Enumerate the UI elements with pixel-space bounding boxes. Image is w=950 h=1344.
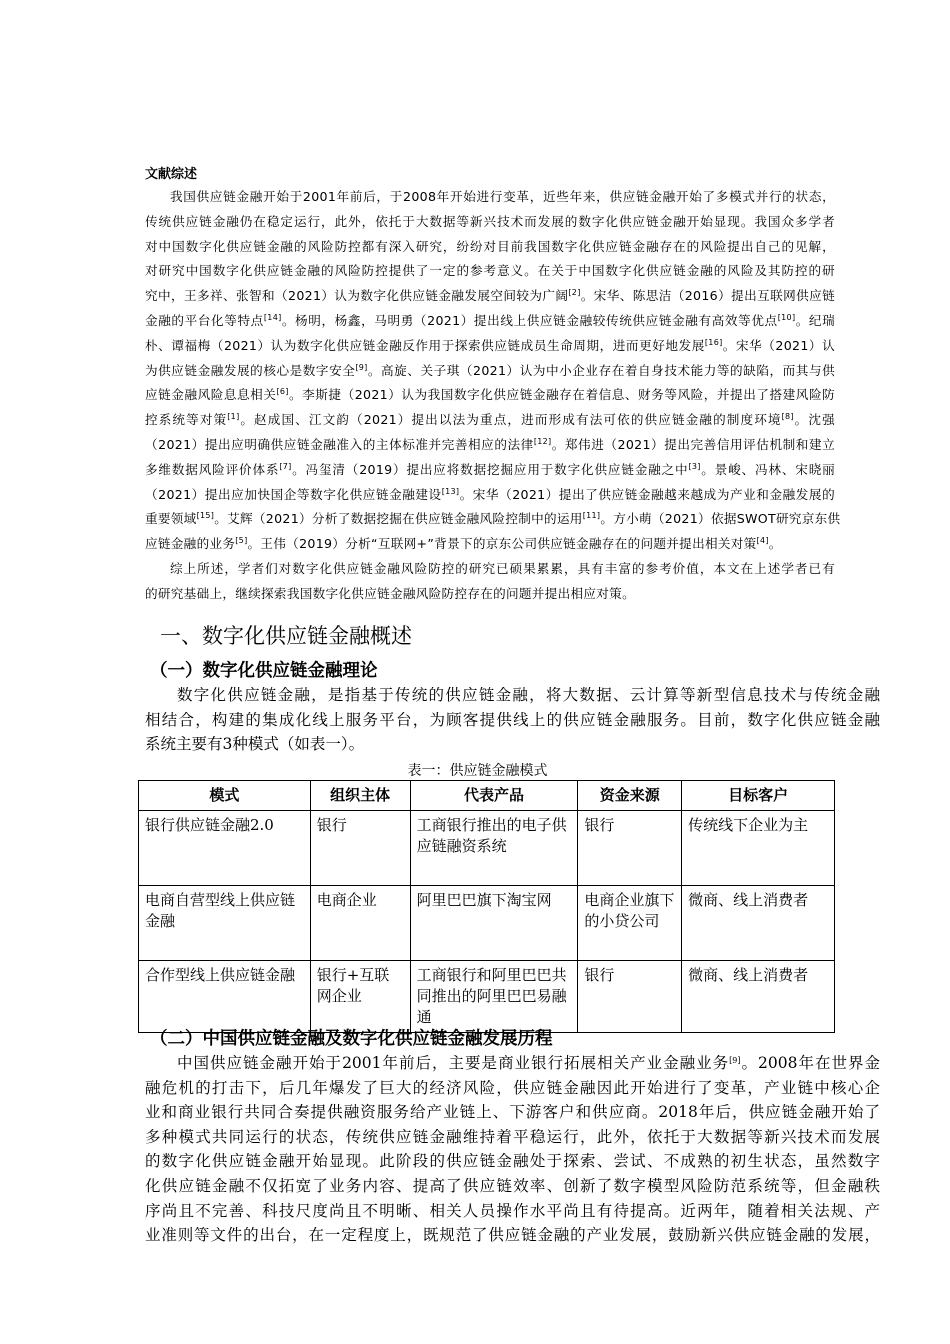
text-line: 系统主要有3种模式（如表一）。 — [145, 735, 365, 753]
citation-marker: [4] — [756, 536, 769, 546]
table-cell: 阿里巴巴旗下淘宝网 — [410, 886, 578, 961]
text-line: 化供应链金融不仅拓宽了业务内容、提高了供应链效率、创新了数字模型风险防范系统等，但金融秩 — [145, 1177, 880, 1195]
text-line: （2021）提出应明确供应链金融准入的主体标准并完善相应的法律[12]。郑伟进（2021）提出完善信用评估机制和建立 — [145, 437, 835, 452]
citation-marker: [9] — [355, 362, 368, 372]
text-line: 数字化供应链金融，是指基于传统的供应链金融，将大数据、云计算等新型信息技术与传统金融 — [177, 686, 880, 704]
text-line: 中国供应链金融开始于2001年前后，主要是商业银行拓展相关产业金融业务[9]。2008年在世界金 — [177, 1054, 880, 1072]
citation-marker: [5] — [235, 536, 248, 546]
table-cell: 工商银行推出的电子供应链融资系统 — [410, 811, 578, 886]
text-line: 传统供应链金融仍在稳定运行，此外，依托于大数据等新兴技术而发展的数字化供应链金融开始显现。我国众多学者 — [145, 213, 835, 229]
text-line: 控系统等对策[1]。赵成国、江文韵（2021）提出以法为重点，进而形成有法可依的供应链金融的制度环境[8]。沈强 — [145, 412, 835, 428]
text-line: 究中，王多祥、张智和（2021）认为数字化供应链金融发展空间较为广阔[2]。宋华、陈思洁（2016）提出互联网供应链 — [145, 288, 835, 304]
citation-marker: [7] — [279, 461, 292, 471]
text-line: 朴、谭福梅（2021）认为数字化供应链金融反作用于探索供应链成员生命周期，进而更好地发展[16]。宋华（2021）认 — [145, 337, 835, 353]
subsection-title-history: （二）中国供应链金融及数字化供应链金融发展历程 — [150, 1029, 553, 1049]
table-row — [139, 961, 835, 1033]
text-line: 序尚且不完善、科技尺度尚且不明晰、相关人员操作水平尚且有待提高。近两年，随着相关法规、产 — [145, 1201, 880, 1220]
table-cell: 工商银行和阿里巴巴共同推出的阿里巴巴易融通 — [410, 961, 578, 1033]
text-line: 业准则等文件的出台，在一定程度上，既规范了供应链金融的产业发展，鼓励新兴供应链金融的发展， — [145, 1226, 880, 1245]
header-cell: 代表产品 — [410, 781, 578, 811]
text-line: 应链金融风险息息相关[6]。李斯捷（2021）认为我国数字化供应链金融存在着信息、财务等风险，并提出了搭建风险防 — [145, 387, 835, 403]
citation-marker: [16] — [704, 337, 723, 347]
table-cell: 银行 — [578, 961, 682, 1033]
text-line: 重要领域[15]。艾辉（2021）分析了数据挖掘在供应链金融风险控制中的运用[11]。方小萌（2021）依据SWOT研究京东供 — [145, 511, 841, 527]
citation-marker: [10] — [777, 313, 796, 322]
text-line: 多种模式共同运行的状态，传统供应链金融维持着平稳运行，此外，依托于大数据等新兴技术而发展 — [145, 1127, 880, 1146]
text-line: 融危机的打击下，后几年爆发了巨大的经济风险，供应链金融因此开始进行了变革，产业链中核心企 — [145, 1078, 880, 1097]
text-line: 为供应链金融发展的核心是数字安全[9]。高旋、关子琪（2021）认为中小企业存在着自身技术能力等的缺陷，而其与供 — [145, 362, 835, 378]
text-line: （2021）提出应加快国企等数字化供应链金融建设[13]。宋华（2021）提出了供应链金融越来越成为产业和金融发展的 — [145, 486, 835, 502]
subsection-title-theory: （一）数字化供应链金融理论 — [150, 661, 378, 681]
table-cell: 微商、线上消费者 — [682, 961, 835, 1033]
header-cell: 模式 — [139, 781, 311, 811]
supply-chain-finance-modes-table — [138, 780, 835, 1033]
literature-review-heading: 文献综述 — [145, 167, 198, 182]
header-cell: 目标客户 — [682, 781, 835, 811]
text-line: 的研究基础上，继续探索我国数字化供应链金融风险防控存在的问题并提出相应对策。 — [145, 585, 635, 601]
citation-marker: [15] — [196, 511, 215, 521]
text-line: 对研究中国数字化供应链金融的风险防控提供了一定的参考意义。在关于中国数字化供应链金融的风险及其防控的研 — [145, 263, 835, 279]
citation-marker: [3] — [688, 461, 701, 471]
table-cell: 电商企业 — [310, 886, 410, 961]
table-header-row — [139, 781, 835, 811]
text-line: 应链金融的业务[5]。王伟（2019）分析“互联网+”背景下的京东公司供应链金融存在的问题并提出相关对策[4]。 — [145, 536, 782, 552]
table-row — [139, 886, 835, 961]
citation-marker: [14] — [263, 313, 282, 322]
table-row — [139, 811, 835, 886]
header-cell: 资金来源 — [578, 781, 682, 811]
text-line: 金融的平台化等特点[14]。杨明，杨鑫，马明勇（2021）提出线上供应链金融较传统供应链金融有高效等优点[10]。纪瑞 — [145, 313, 836, 328]
citation-marker: [9] — [729, 1056, 741, 1065]
text-line: 综上所述，学者们对数字化供应链金融风险防控的研究已硕果累累，具有丰富的参考价值，本文在上述学者已有 — [170, 561, 835, 576]
header-cell: 组织主体 — [310, 781, 410, 811]
text-line: 对中国数字化供应链金融的风险防控都有深入研究，纷纷对目前我国数字化供应链金融存在的风险提出自己的见解， — [145, 238, 835, 254]
table-cell: 银行 — [310, 811, 410, 886]
citation-marker: [11] — [582, 511, 601, 521]
table-cell: 合作型线上供应链金融 — [139, 961, 311, 1033]
text-line: 我国供应链金融开始于2001年前后，于2008年开始进行变革，近些年来，供应链金融开始了多模式并行的状态， — [170, 189, 835, 204]
citation-marker: [12] — [533, 437, 552, 446]
table-cell: 电商企业旗下的小贷公司 — [578, 886, 682, 961]
table-cell: 银行 — [578, 811, 682, 886]
citation-marker: [13] — [441, 486, 460, 496]
table-cell: 传统线下企业为主 — [682, 811, 835, 886]
citation-marker: [6] — [276, 387, 289, 397]
text-line: 多维数据风险评价体系[7]。冯玺清（2019）提出应将数据挖掘应用于数字化供应链金融之中[3]。景峻、冯林、宋晓丽 — [145, 461, 836, 477]
text-line: 业和商业银行共同合奏提供融资服务给产业链上、下游客户和供应商。2018年后，供应链金融开始了 — [145, 1103, 880, 1122]
text-line: 的数字化供应链金融开始显现。此阶段的供应链金融处于探索、尝试、不成熟的初生状态，虽然数字 — [145, 1152, 880, 1171]
table-cell: 电商自营型线上供应链金融 — [139, 886, 311, 961]
table-caption: 表一：供应链金融模式 — [407, 763, 548, 779]
table-cell: 微商、线上消费者 — [682, 886, 835, 961]
citation-marker: [2] — [568, 288, 581, 298]
text-line: 相结合，构建的集成化线上服务平台，为顾客提供线上的供应链金融服务。目前，数字化供应链金融 — [145, 710, 880, 729]
table-cell: 银行+互联网企业 — [310, 961, 410, 1033]
citation-marker: [1] — [227, 412, 240, 422]
section-title: 一、数字化供应链金融概述 — [160, 624, 412, 648]
citation-marker: [8] — [781, 412, 794, 422]
table-cell: 银行供应链金融2.0 — [139, 811, 311, 886]
